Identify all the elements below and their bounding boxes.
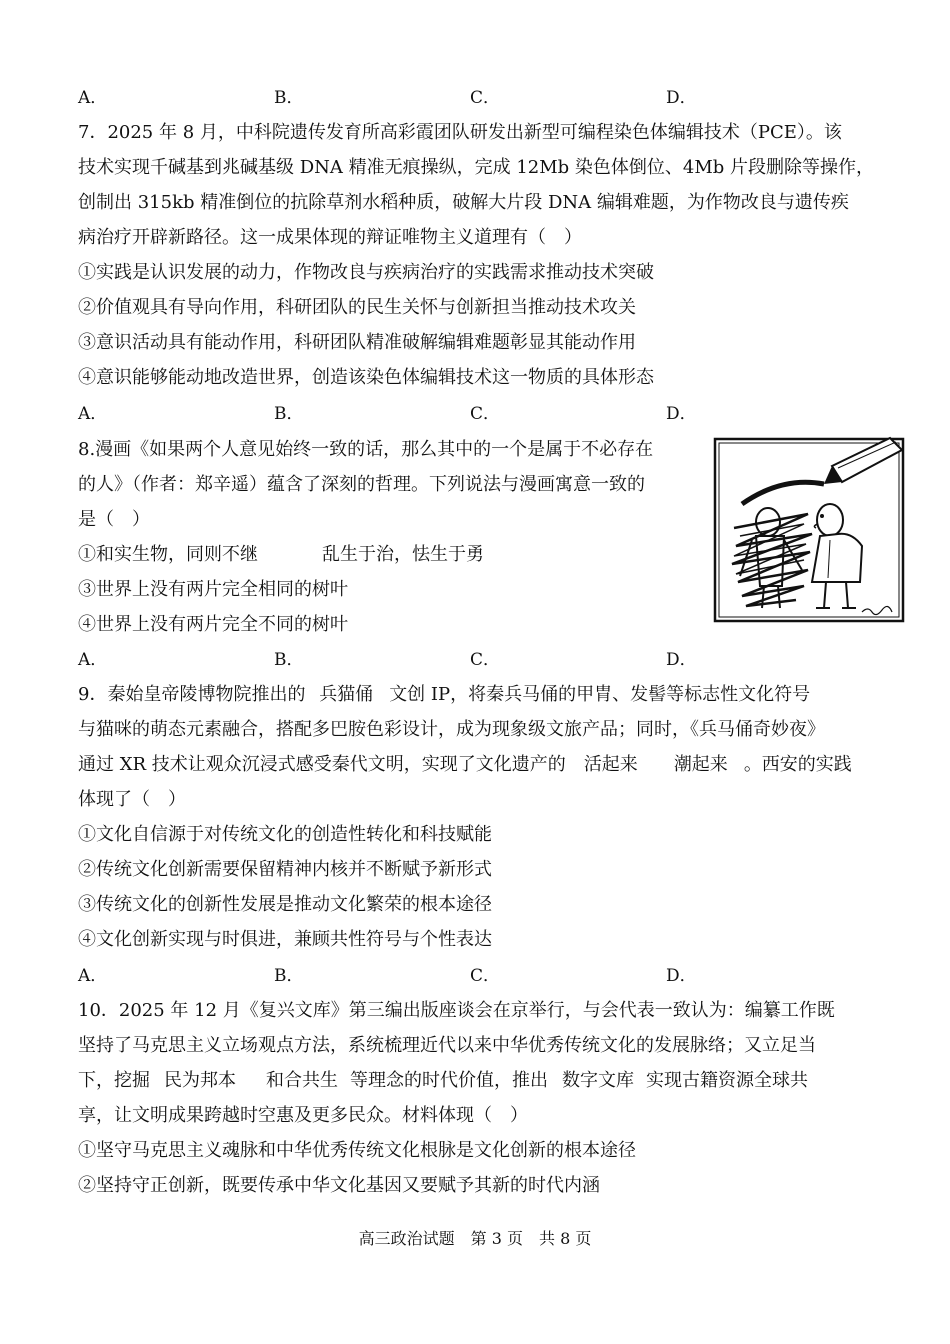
option-c: C． (470, 88, 501, 108)
option-b: B． (274, 404, 304, 424)
pencil-icon (824, 438, 902, 484)
option-a: A． (78, 404, 108, 424)
option-b: B． (274, 88, 304, 108)
q8-stem-line: 是（ ） (78, 509, 150, 530)
q9-stem-line: 体现了（ ） (78, 789, 186, 810)
q6-options (78, 86, 878, 110)
q9-highlight: 兵猫俑 (319, 684, 374, 705)
q7-item-2: ②价值观具有导向作用，科研团队的民生关怀与创新担当推动技术攻关 (78, 297, 636, 318)
q9-highlight: 活起来 (583, 754, 638, 775)
q10-item-2: ②坚持守正创新，既要传承中华文化基因又要赋予其新的时代内涵 (78, 1175, 600, 1196)
option-a: A． (78, 650, 108, 670)
option-b: B． (274, 650, 304, 670)
standing-figure (812, 504, 862, 608)
option-b: B． (274, 966, 304, 986)
option-d: D． (666, 966, 697, 986)
q9-item-1: ①文化自信源于对传统文化的创造性转化和科技赋能 (78, 824, 492, 845)
q10-text: 实现古籍资源全球共 (646, 1070, 808, 1091)
q10-stem-line: 享，让文明成果跨越时空惠及更多民众。材料体现（ ） (78, 1105, 528, 1126)
q9-text: 文创 IP，将秦兵马俑的甲胄、发髻等标志性文化符号 (389, 684, 811, 705)
option-a: A． (78, 88, 108, 108)
q7-stem-line: 病治疗开辟新路径。这一成果体现的辩证唯物主义道理有（ ） (78, 227, 582, 248)
q9-text: 9．秦始皇帝陵博物院推出的 (78, 684, 306, 705)
option-a: A． (78, 966, 108, 986)
cartoon-illustration (712, 436, 906, 624)
q10-stem-line: 坚持了马克思主义立场观点方法，系统梳理近代以来中华优秀传统文化的发展脉络；又立足当 (78, 1035, 816, 1056)
q9-highlight: 潮起来 (673, 754, 728, 775)
q9-item-3: ③传统文化的创新性发展是推动文化繁荣的根本途径 (78, 894, 492, 915)
q9-text: 。西安的实践 (743, 754, 852, 775)
q8-stem-line: 8.漫画《如果两个人意见始终一致的话，那么其中的一个是属于不必存在 (78, 439, 654, 460)
q9-stem-line: 与猫咪的萌态元素融合，搭配多巴胺色彩设计，成为现象级文旅产品；同时，《兵马俑奇妙夜》 (78, 719, 825, 740)
q9-item-4: ④文化创新实现与时俱进，兼顾共性符号与个性表达 (78, 929, 492, 950)
q10-stem-line: 10．2025 年 12 月《复兴文库》第三编出版座谈会在京举行，与会代表一致认为：编纂工作既 (78, 1000, 835, 1021)
q10-text: 等理念的时代价值，推出 (350, 1070, 548, 1091)
q9-stem-line (78, 753, 852, 777)
q10-highlight: 民为邦本 (164, 1070, 236, 1091)
q8-item-1: ①和实生物，同则不继 (78, 544, 258, 565)
option-d: D． (666, 650, 697, 670)
q8-item-4: ④世界上没有两片完全不同的树叶 (78, 614, 348, 635)
q8-item-2: 乱生于治，怯生于勇 (322, 544, 484, 565)
q7-stem-line: 技术实现千碱基到兆碱基级 DNA 精准无痕操纵，完成 12Mb 染色体倒位、4Mb 片段删除等操作， (78, 157, 875, 178)
q10-text: 下，挖掘 (78, 1070, 150, 1091)
q7-item-3: ③意识活动具有能动作用，科研团队精准破解编辑难题彰显其能动作用 (78, 332, 636, 353)
q9-stem-line (78, 683, 810, 707)
q8-stem-line: 的人》（作者：郑辛遥）蕴含了深刻的哲理。下列说法与漫画寓意一致的 (78, 474, 645, 495)
q8-item-3: ③世界上没有两片完全相同的树叶 (78, 579, 348, 600)
q9-options (78, 964, 878, 988)
q8-options (78, 648, 878, 672)
option-d: D． (666, 88, 697, 108)
q10-highlight: 和合共生 (266, 1070, 338, 1091)
q10-item-1: ①坚守马克思主义魂脉和中华优秀传统文化根脉是文化创新的根本途径 (78, 1140, 636, 1161)
option-d: D． (666, 404, 697, 424)
q9-item-2: ②传统文化创新需要保留精神内核并不断赋予新形式 (78, 859, 492, 880)
q7-item-4: ④意识能够能动地改造世界，创造该染色体编辑技术这一物质的具体形态 (78, 367, 654, 388)
option-c: C． (470, 650, 501, 670)
q10-highlight: 数字文库 (562, 1070, 634, 1091)
q7-stem-line: 7．2025 年 8 月，中科院遗传发育所高彩霞团队研发出新型可编程染色体编辑技术（PCE）。该 (78, 122, 842, 143)
q7-stem-line: 创制出 315kb 精准倒位的抗除草剂水稻种质，破解大片段 DNA 编辑难题，为作物改良与遗传疾 (78, 192, 849, 213)
artist-signature (862, 606, 892, 614)
option-c: C． (470, 404, 501, 424)
scribbled-figure (732, 508, 812, 608)
page-footer: 高三政治试题 第 3 页 共 8 页 (358, 1229, 592, 1248)
q8-item-row (78, 543, 484, 567)
option-c: C． (470, 966, 501, 986)
q9-text: 通过 XR 技术让观众沉浸式感受秦代文明，实现了文化遗产的 (78, 754, 566, 775)
q7-item-1: ①实践是认识发展的动力，作物改良与疾病治疗的实践需求推动技术突破 (78, 262, 654, 283)
q10-stem-line (78, 1069, 808, 1093)
q7-options (78, 402, 878, 426)
